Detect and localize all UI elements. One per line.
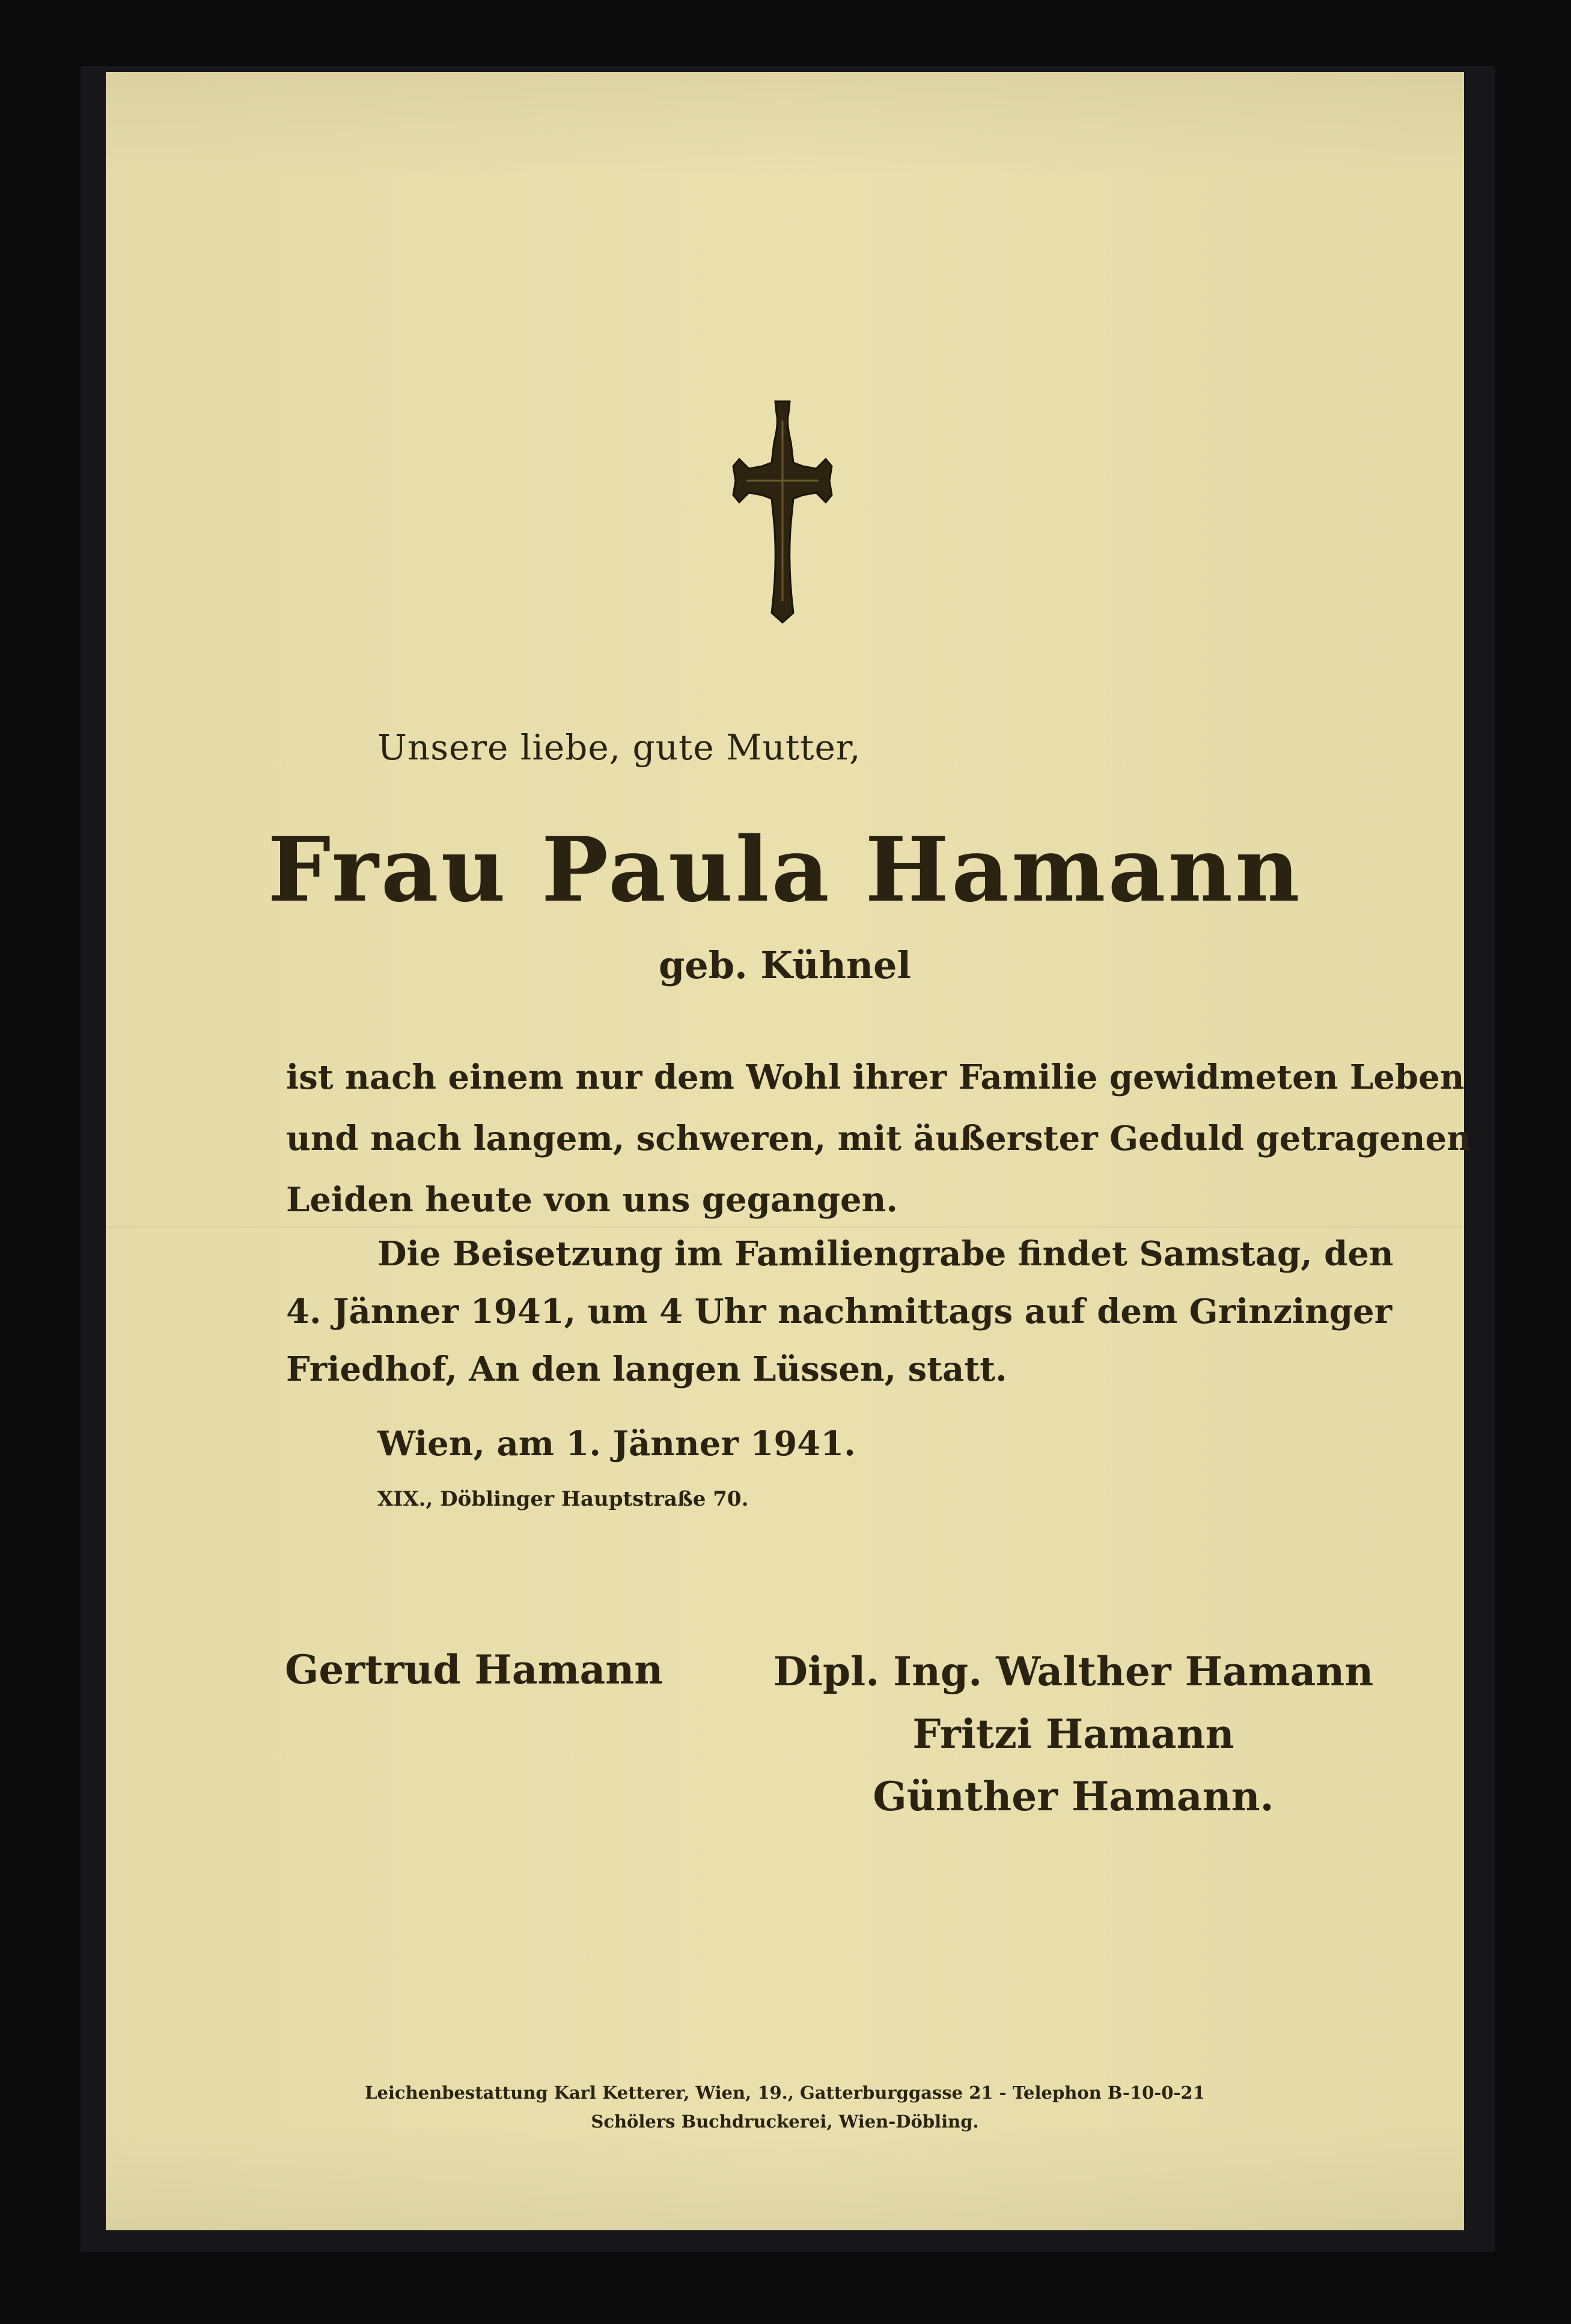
intro-line: Unsere liebe, gute Mutter, <box>377 727 861 768</box>
body-line: 4. Jänner 1941, um 4 Uhr nachmittags auf dem Grinzinger <box>286 1292 1393 1331</box>
place-date: Wien, am 1. Jänner 1941. <box>377 1424 856 1464</box>
fold-line <box>106 1226 1464 1228</box>
body-line: Die Beisetzung im Familiengrabe findet Samstag, den <box>377 1234 1394 1274</box>
printer-credit-line: Schölers Buchdruckerei, Wien-Döbling. <box>591 2111 979 2132</box>
body-line: und nach langem, schweren, mit äußerster Geduld getragenen <box>286 1119 1471 1158</box>
deceased-name: Frau Paula Hamann <box>267 817 1302 922</box>
printer-credit-line: Leichenbestattung Karl Ketterer, Wien, 19., Gatterburggasse 21 - Telephon B-10-0-21 <box>365 2082 1205 2103</box>
latin-cross-icon <box>728 397 837 625</box>
body-line: ist nach einem nur dem Wohl ihrer Familie gewidmeten Leben <box>286 1057 1465 1097</box>
signatory-left: Gertrud Hamann <box>285 1646 663 1693</box>
signatory: Günther Hamann. <box>873 1773 1274 1820</box>
signatories-right <box>755 1640 1392 1828</box>
signatory: Fritzi Hamann <box>912 1711 1234 1757</box>
death-notice-card <box>106 72 1471 2230</box>
address: XIX., Döblinger Hauptstraße 70. <box>377 1487 749 1511</box>
maiden-name: geb. Kühnel <box>658 943 912 987</box>
body-line: Friedhof, An den langen Lüssen, statt. <box>286 1349 1007 1389</box>
body-line: Leiden heute von uns gegangen. <box>286 1180 898 1220</box>
signatory: Dipl. Ing. Walther Hamann <box>773 1648 1374 1695</box>
